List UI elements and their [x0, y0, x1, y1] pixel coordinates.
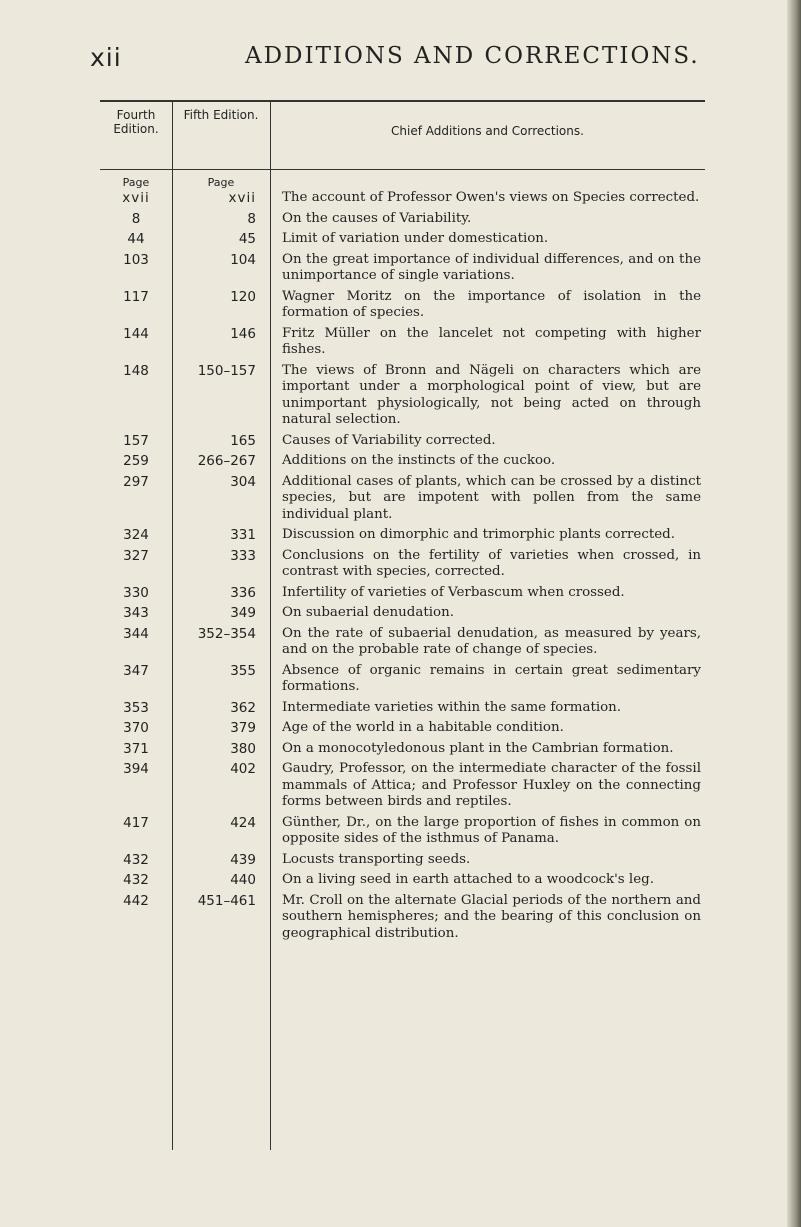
table-top-rule	[100, 100, 705, 102]
fifth-edition-page: 439	[230, 851, 256, 868]
fifth-edition-page: xvii	[228, 190, 256, 206]
correction-text: Limit of variation under domestication.	[282, 231, 549, 246]
correction-text: On the great importance of individual differences, and on the unimportance of single variations.	[282, 251, 701, 283]
fifth-edition-page: 333	[230, 547, 256, 564]
correction-text: The account of Professor Owen's views on Species corrected.	[282, 190, 700, 205]
table-body	[100, 190, 705, 946]
correction-text: Gaudry, Professor, on the intermediate character of the fossil mammals of Attica; and Professor Huxley on the connecting forms between birds and reptiles.	[282, 761, 701, 809]
fourth-edition-page: 344	[123, 625, 149, 642]
correction-text: Wagner Moritz on the importance of isolation in the formation of species.	[282, 288, 701, 320]
fourth-edition-page: 324	[123, 527, 149, 543]
table-row	[100, 326, 705, 359]
fourth-edition-page: 44	[127, 231, 145, 247]
table-row	[100, 700, 705, 717]
fourth-edition-page: 144	[123, 325, 149, 342]
fifth-edition-page: 331	[230, 527, 256, 543]
fifth-edition-page: 165	[230, 432, 256, 449]
fourth-edition-page: 347	[123, 662, 149, 679]
page-label-fourth: Page	[122, 176, 150, 189]
table-row	[100, 663, 705, 696]
table-row	[100, 605, 705, 622]
fourth-edition-page: 417	[123, 814, 149, 831]
correction-text: Additional cases of plants, which can be crossed by a distinct species, but are impotent with pollen from the same individual plant.	[282, 473, 701, 522]
fourth-edition-page: 117	[123, 288, 149, 305]
table-row	[100, 453, 705, 470]
correction-text: Additions on the instincts of the cuckoo.	[282, 453, 556, 468]
correction-text: Conclusions on the fertility of varieties when crossed, in contrast with species, corrected.	[282, 547, 701, 579]
column-header-fifth-edition: Fifth Edition.	[183, 108, 259, 122]
table-row	[100, 852, 705, 869]
table-row	[100, 872, 705, 889]
correction-text: Locusts transporting seeds.	[282, 851, 471, 867]
correction-text: On the causes of Variability.	[282, 210, 472, 226]
fourth-edition-page: 330	[123, 584, 149, 601]
fourth-edition-page: 371	[123, 740, 149, 757]
fifth-edition-page: 304	[230, 473, 256, 490]
fifth-edition-page: 362	[230, 699, 256, 716]
page-label-fifth: Page	[207, 176, 235, 189]
fourth-edition-page: 327	[123, 547, 149, 564]
fourth-edition-page: 343	[123, 605, 149, 621]
fourth-edition-page: 297	[123, 473, 149, 490]
table-row	[100, 289, 705, 322]
correction-text: Absence of organic remains in certain great sedimentary formations.	[282, 662, 701, 694]
table-row	[100, 474, 705, 524]
table-row	[100, 761, 705, 811]
table-row	[100, 585, 705, 602]
correction-text: On subaerial denudation.	[282, 605, 454, 620]
fifth-edition-page: 440	[230, 872, 256, 888]
correction-text: On the rate of subaerial denudation, as measured by years, and on the probable rate of change of species.	[282, 625, 701, 657]
fourth-edition-page: 370	[123, 720, 149, 736]
page-title: ADDITIONS AND CORRECTIONS.	[245, 43, 700, 69]
table-row	[100, 741, 705, 758]
fifth-edition-page: 45	[238, 231, 256, 247]
table-row	[100, 252, 705, 285]
fourth-edition-page: 442	[123, 892, 149, 909]
fifth-edition-page: 104	[230, 251, 256, 268]
fourth-edition-page: 353	[123, 699, 149, 716]
fifth-edition-page: 120	[230, 288, 256, 305]
table-row	[100, 548, 705, 581]
table-row	[100, 527, 705, 544]
table-row	[100, 626, 705, 659]
correction-text: Fritz Müller on the lancelet not competing with higher fishes.	[282, 325, 701, 357]
table-row	[100, 433, 705, 450]
fifth-edition-page: 8	[247, 210, 256, 227]
table-row	[100, 211, 705, 228]
correction-text: Causes of Variability corrected.	[282, 432, 496, 448]
correction-text: Günther, Dr., on the large proportion of fishes in common on opposite sides of the isthmus of Panama.	[282, 814, 701, 846]
fifth-edition-page: 355	[230, 662, 256, 679]
correction-text: Mr. Croll on the alternate Glacial periods of the northern and southern hemispheres; and the bearing of this conclusion on geographical distribution.	[282, 892, 701, 941]
table-row	[100, 190, 705, 207]
correction-text: Discussion on dimorphic and trimorphic plants corrected.	[282, 527, 675, 542]
fifth-edition-page: 402	[230, 761, 256, 777]
fourth-edition-page: xvii	[122, 190, 150, 206]
page-header	[90, 43, 741, 73]
fourth-edition-page: 394	[123, 761, 149, 777]
table-row	[100, 720, 705, 737]
fifth-edition-page: 266–267	[197, 453, 256, 469]
fifth-edition-page: 150–157	[197, 362, 256, 379]
fifth-edition-page: 379	[230, 720, 256, 736]
fifth-edition-page: 146	[230, 325, 256, 342]
correction-text: Intermediate varieties within the same formation.	[282, 699, 622, 715]
fifth-edition-page: 451–461	[197, 892, 256, 909]
table-row	[100, 231, 705, 248]
fifth-edition-page: 336	[230, 584, 256, 601]
fifth-edition-page: 424	[230, 814, 256, 831]
fourth-edition-page: 157	[123, 432, 149, 449]
correction-text: Infertility of varieties of Verbascum when crossed.	[282, 584, 625, 600]
correction-text: On a living seed in earth attached to a woodcock's leg.	[282, 872, 654, 887]
table-row	[100, 363, 705, 429]
fifth-edition-page: 349	[230, 605, 256, 621]
fourth-edition-page: 103	[123, 251, 149, 268]
table-row	[100, 815, 705, 848]
page-number: xii	[90, 43, 122, 72]
table-header-rule	[100, 169, 705, 170]
fifth-edition-page: 380	[230, 740, 256, 757]
correction-text: Age of the world in a habitable condition.	[282, 720, 564, 735]
fifth-edition-page: 352–354	[197, 625, 256, 642]
fourth-edition-page: 148	[123, 362, 149, 379]
column-header-fourth-edition: Fourth Edition.	[113, 108, 159, 136]
correction-text: On a monocotyledonous plant in the Cambrian formation.	[282, 740, 674, 756]
page-edge-shadow	[787, 0, 801, 1227]
correction-text: The views of Bronn and Nägeli on characters which are important under a morphological point of view, but are unimportant physiologically, not being acted on through natural selection.	[282, 362, 701, 427]
corrections-table	[100, 100, 705, 1150]
fourth-edition-page: 259	[123, 453, 149, 469]
table-row	[100, 893, 705, 943]
column-header-chief-additions: Chief Additions and Corrections.	[391, 124, 584, 138]
fourth-edition-page: 8	[131, 210, 141, 227]
fourth-edition-page: 432	[123, 872, 149, 888]
fourth-edition-page: 432	[123, 851, 149, 868]
